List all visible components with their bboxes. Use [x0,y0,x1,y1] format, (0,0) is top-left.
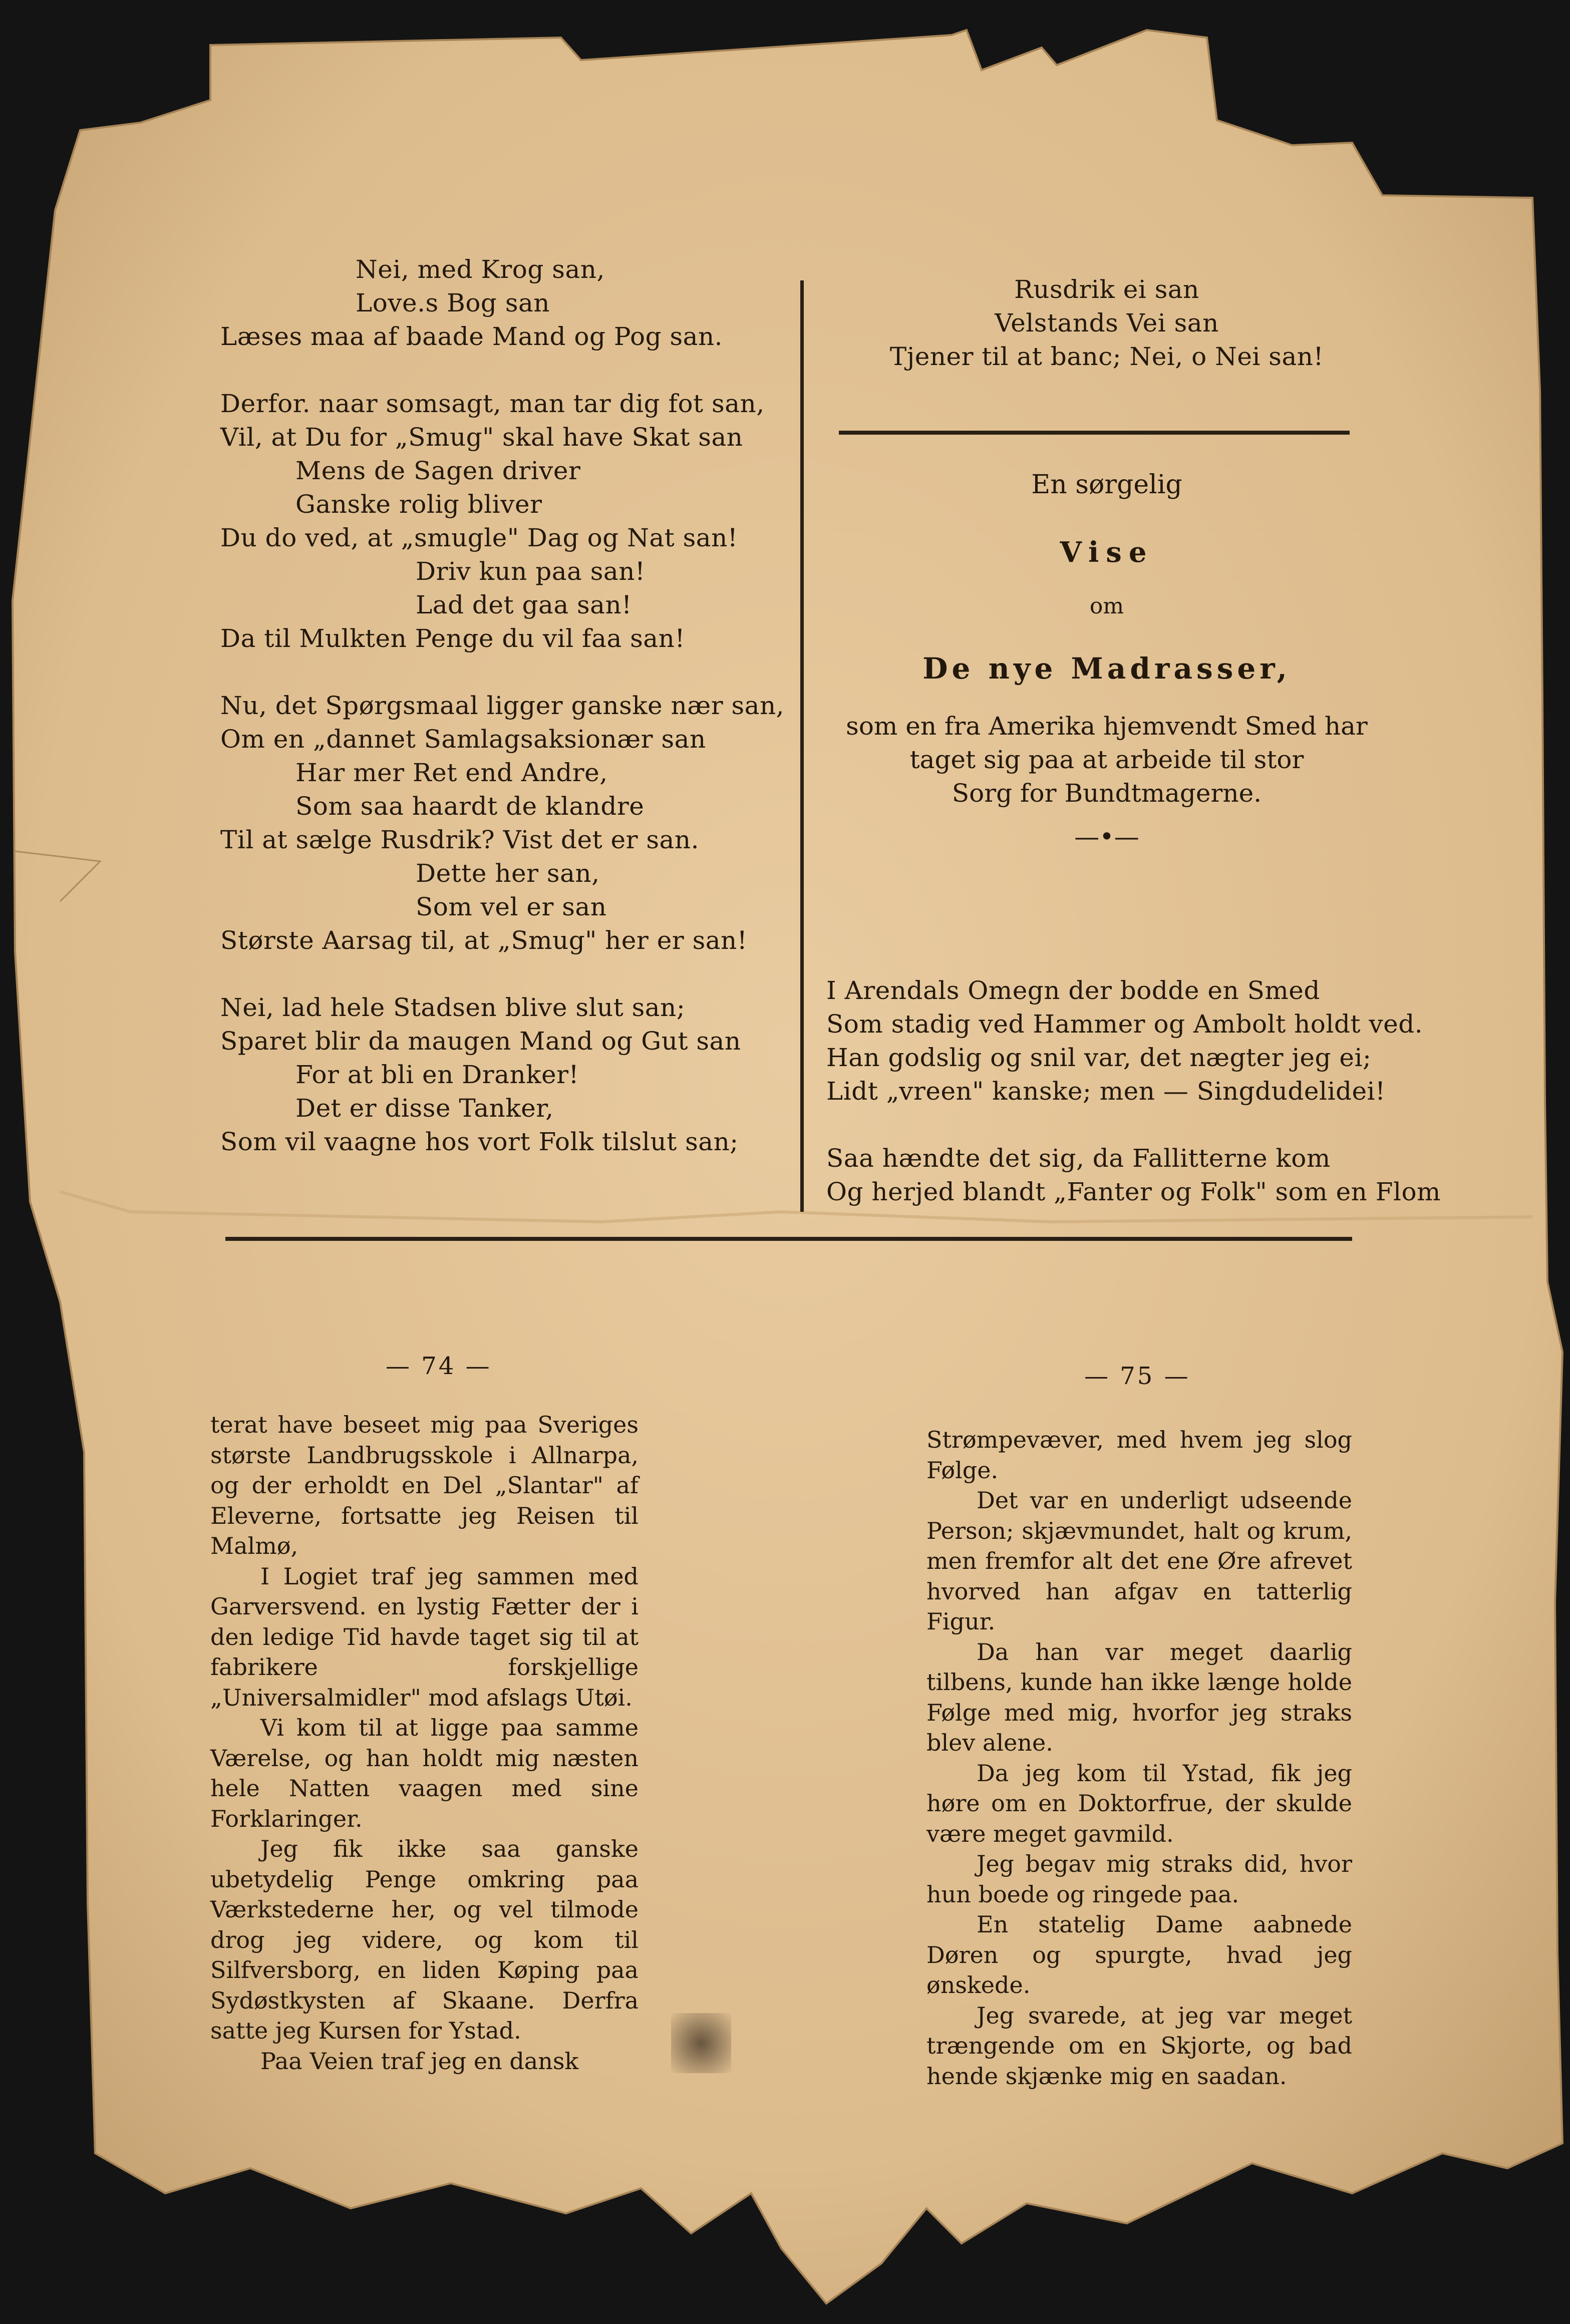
verse-line: Om en „dannet Samlagsaksionær san [220,725,706,754]
verse-stanza [220,991,796,1159]
verse-stanza [826,1142,1441,1209]
title-line: Vise [1060,536,1154,569]
verse-line: Tjener til at banc; Nei, o Nei san! [889,342,1324,371]
verse-line: Du do ved, at „smugle" Dag og Nat san! [220,523,738,552]
paragraph: I Logiet traf jeg sammen med Garversvend. en lystig Fætter der i den ledige Tid havde taget sig til at fabrikere forskjellige „Universalmidler" mod afslags Utøi. [210,1562,639,1711]
verse-line: Og herjed blandt „Fanter og Folk" som en Flom [826,1177,1441,1206]
ink-smudge [671,2013,731,2073]
verse-stanza [220,387,796,655]
verse-column-top-right [826,974,1441,1242]
verse-line: Nei, med Krog san, [356,255,605,284]
verse-line: Driv kun paa san! [416,557,646,586]
column-divider [800,280,804,1212]
verse-line: Derfor. naar somsagt, man tar dig fot san, [220,389,765,418]
paragraph: En statelig Dame aabnede Døren og spurgte, hvad jeg ønskede. [926,1911,1352,1999]
verse-line: Love.s Bog san [356,288,550,317]
verse-line: Største Aarsag til, at „Smug" her er san! [220,926,748,955]
verse-line: Ganske rolig bliver [295,490,542,519]
verse-line: Læses maa af baade Mand og Pog san. [220,322,723,351]
page-number-75: — 75 — [1084,1362,1190,1390]
paragraph: terat have beseet mig paa Sveriges største Landbrugsskole i Allnarpa, og der erholdt en Del „Slantar" af Eleverne, fortsatte jeg Reisen til Malmø, [210,1411,639,1559]
verse-column-top-left [220,253,796,1192]
verse-line: Som vil vaagne hos vort Folk tilslut san; [220,1127,739,1156]
paragraph: Jeg svarede, at jeg var meget trængende om en Skjorte, og bad hende skjænke mig en saadan. [926,2002,1352,2090]
prose-column-bottom-right [926,1425,1352,2091]
verse-line: Som stadig ved Hammer og Ambolt holdt ved. [826,1010,1423,1039]
verse-line: I Arendals Omegn der bodde en Smed [826,976,1320,1005]
verse-line: Det er disse Tanker, [295,1094,554,1123]
verse-stanza [220,689,796,957]
section-rule [839,431,1350,435]
paragraph: Jeg fik ikke saa ganske ubetydelig Penge omkring paa Værkstederne her, og vel tilmode drog jeg videre, og kom til Silfversborg, en liden Køping paa Sydøstkysten af Skaane. Derfra satte jeg Kursen for Ystad. [210,1835,639,2044]
title-line: En sørgelig [1031,470,1182,500]
paragraph: Jeg begav mig straks did, hvor hun boede og ringede paa. [926,1850,1352,1908]
verse-stanza [826,974,1423,1108]
verse-line: Til at sælge Rusdrik? Vist det er san. [220,825,699,854]
verse-stanza [220,253,796,354]
paragraph: Da han var meget daarlig tilbens, kunde han ikke længe holde Følge med mig, hvorfor jeg straks blev alene. [926,1638,1352,1756]
verse-line: Som vel er san [416,892,607,921]
subtitle-line: Sorg for Bundtmagerne. [952,779,1262,808]
paragraph: Paa Veien traf jeg en dansk [260,2047,579,2075]
paragraph: Strømpevæver, med hvem jeg slog Følge. [926,1426,1352,1484]
verse-line: Nu, det Spørgsmaal ligger ganske nær san, [220,691,785,720]
verse-line: Som saa haardt de klandre [295,792,645,821]
horizontal-rule [225,1237,1352,1241]
paragraph: Vi kom til at ligge paa samme Værelse, og han holdt mig næsten hele Natten vaagen med sine Forklaringer. [210,1714,639,1832]
title-line: om [1089,593,1124,619]
song-title-block [831,468,1382,854]
verse-line: Lidt „vreen" kanske; men — Singdudelidei! [826,1077,1386,1106]
verse-line: For at bli en Dranker! [295,1060,579,1089]
paragraph: Da jeg kom til Ystad, fik jeg høre om en Doktorfrue, der skulde være meget gavmild. [926,1759,1352,1847]
ornament: —•— [1074,822,1139,851]
verse-line: Nei, lad hele Stadsen blive slut san; [220,993,686,1022]
verse-line: Mens de Sagen driver [295,456,581,485]
prose-column-bottom-left [210,1410,639,2076]
verse-line: Sparet blir da maugen Mand og Gut san [220,1027,741,1056]
verse-line: Vil, at Du for „Smug" skal have Skat san [220,423,743,452]
verse-line: Rusdrik ei san [1014,275,1199,304]
verse-line: Han godslig og snil var, det nægter jeg ei; [826,1043,1372,1072]
verse-line: Saa hændte det sig, da Fallitterne kom [826,1144,1331,1173]
verse-line: Lad det gaa san! [416,590,632,619]
page-number-74: — 74 — [386,1352,492,1380]
title-line: De nye Madrasser, [922,651,1291,686]
verse-line: Har mer Ret end Andre, [295,758,608,787]
verse-line: Da til Mulkten Penge du vil faa san! [220,624,685,653]
verse-line: Dette her san, [416,859,600,888]
paragraph: Det var en underligt udseende Person; skjævmundet, halt og krum, men fremfor alt det ene Øre afrevet hvorved han afgav en tatterlig Figur. [926,1487,1352,1635]
verse-end-top-right [831,273,1382,374]
subtitle-line: som en fra Amerika hjemvendt Smed har [846,712,1368,741]
subtitle-line: taget sig paa at arbeide til stor [909,745,1304,774]
verse-line: Velstands Vei san [995,308,1219,338]
